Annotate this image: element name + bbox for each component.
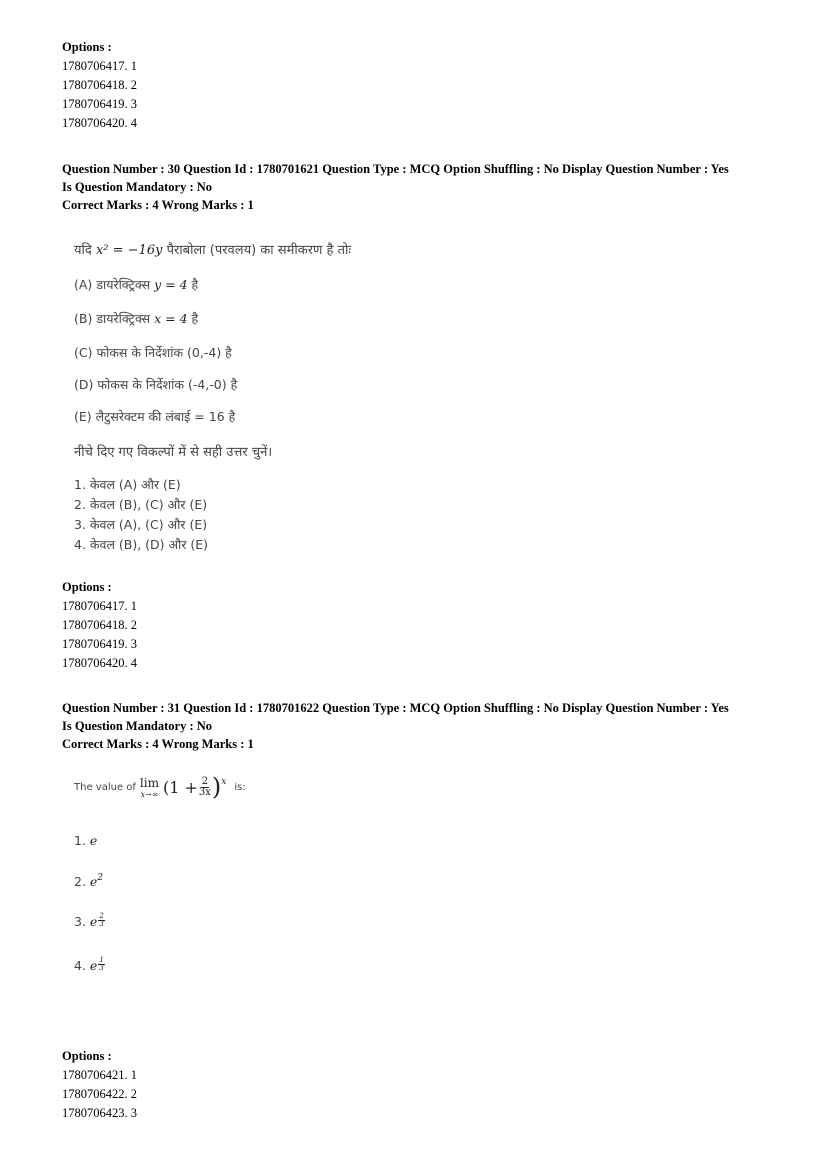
- option-line: 1780706418. 2: [62, 618, 137, 632]
- statement-c: (C) फोकस के निर्देशांक (0,-4) है: [74, 345, 232, 360]
- option-line: 1780706420. 4: [62, 116, 137, 130]
- options-label: Options :: [62, 580, 112, 594]
- question-stem: The value of lim x→∞ (1 + $\frac{2}{3x}$ ) x is:: [74, 773, 246, 801]
- option-line: 1780706422. 2: [62, 1087, 137, 1101]
- option-line: 1780706420. 4: [62, 656, 137, 670]
- question-meta: Question Number : 30 Question Id : 1780701621 Question Type : MCQ Option Shuffling : No Display Question Number : Yes: [62, 162, 729, 176]
- question-stem: यदि x² = −16y पैराबोला (परवलय) का समीकरण है तोः: [74, 243, 351, 258]
- option-line: 1780706419. 3: [62, 97, 137, 111]
- choice-1: 1. केवल (A) और (E): [74, 477, 181, 492]
- statement-d: (D) फोकस के निर्देशांक (-4,-0) है: [74, 377, 238, 392]
- options-block-previous: [62, 38, 137, 133]
- choice-3: 3. केवल (A), (C) और (E): [74, 517, 208, 532]
- question-31-header: [62, 699, 729, 754]
- question-30-header: [62, 160, 729, 215]
- choice-2: 2. $e^2$: [74, 873, 104, 889]
- instruction: नीचे दिए गए विकल्पों में से सही उत्तर चुनें।: [74, 445, 273, 460]
- question-31-body: [74, 775, 474, 985]
- choice-3: 3. e $\frac{2}{3}$: [74, 912, 104, 929]
- question-30-options: [62, 578, 137, 673]
- choice-2: 2. केवल (B), (C) और (E): [74, 497, 208, 512]
- limit-expression: lim x→∞: [139, 775, 159, 799]
- options-label: Options :: [62, 40, 112, 54]
- statement-e: (E) लैटुसरेक्टम की लंबाई = 16 है: [74, 409, 236, 424]
- option-line: 1780706417. 1: [62, 59, 137, 73]
- choice-1: 1. e: [74, 833, 98, 848]
- question-marks: Correct Marks : 4 Wrong Marks : 1: [62, 198, 254, 212]
- choice-4: 4. e $\frac{1}{3}$: [74, 956, 104, 973]
- choice-4: 4. केवल (B), (D) और (E): [74, 537, 209, 552]
- question-mandatory: Is Question Mandatory : No: [62, 180, 213, 194]
- statement-b: (B) डायरेक्ट्रिक्स x = 4 है: [74, 311, 199, 326]
- question-mandatory: Is Question Mandatory : No: [62, 719, 213, 733]
- option-line: 1780706421. 1: [62, 1068, 137, 1082]
- question-30-body: [74, 240, 674, 560]
- option-line: 1780706423. 3: [62, 1106, 137, 1120]
- option-line: 1780706419. 3: [62, 637, 137, 651]
- option-line: 1780706417. 1: [62, 599, 137, 613]
- statement-a: (A) डायरेक्ट्रिक्स y = 4 है: [74, 277, 199, 292]
- options-label: Options :: [62, 1049, 112, 1063]
- question-marks: Correct Marks : 4 Wrong Marks : 1: [62, 737, 254, 751]
- option-line: 1780706418. 2: [62, 78, 137, 92]
- question-meta: Question Number : 31 Question Id : 1780701622 Question Type : MCQ Option Shuffling : No Display Question Number : Yes: [62, 701, 729, 715]
- question-31-options: [62, 1047, 137, 1123]
